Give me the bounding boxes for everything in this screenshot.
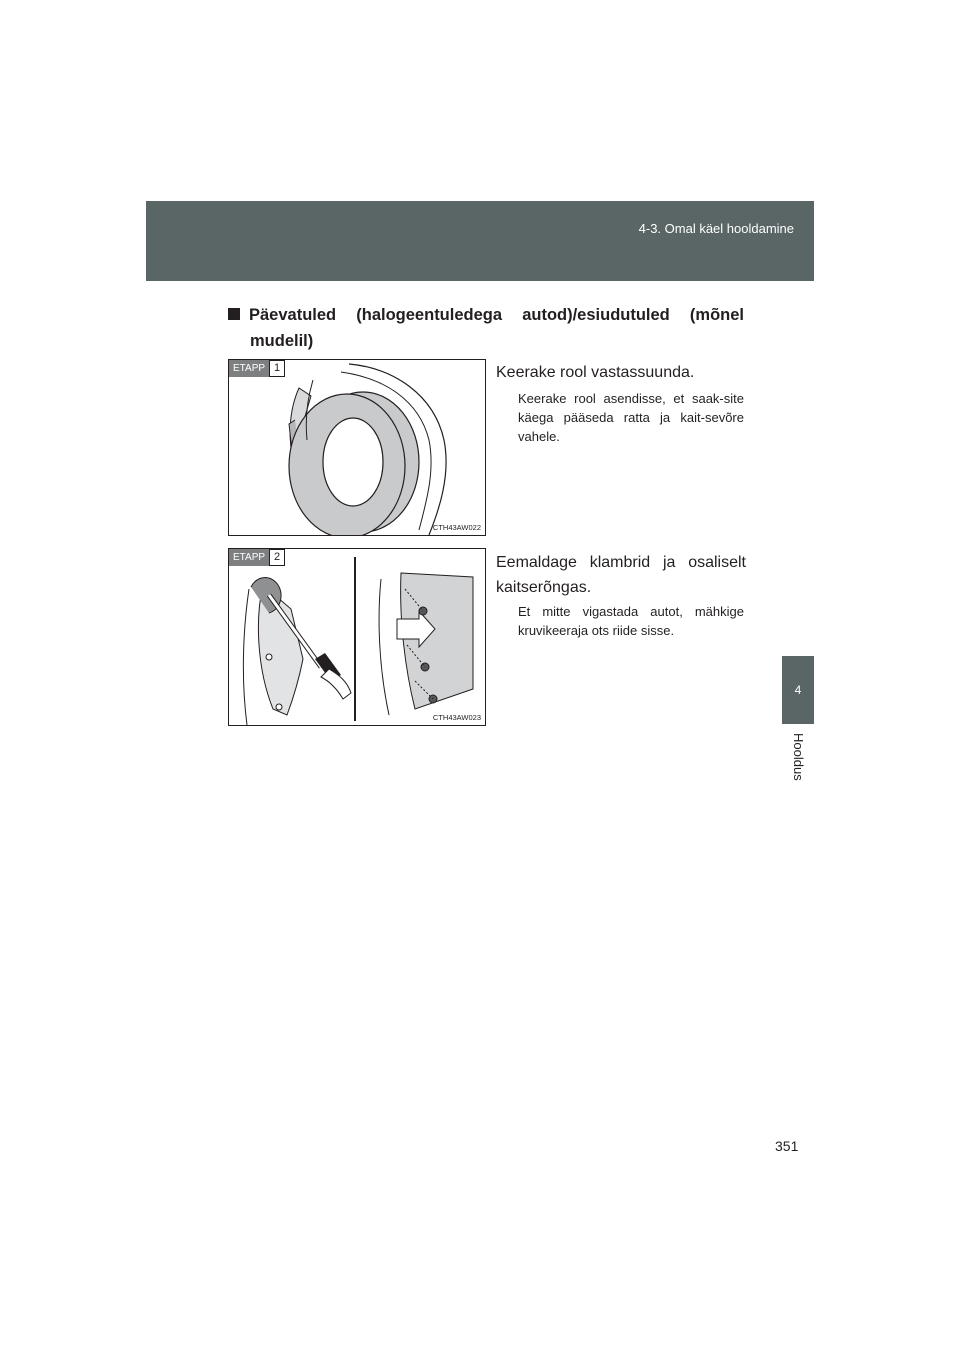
- figure-code: CTH43AW023: [432, 713, 481, 722]
- step-badge-label: ETAPP: [229, 549, 269, 566]
- section-title: 4-3. Omal käel hooldamine: [638, 221, 794, 236]
- chapter-label: Hooldus: [791, 733, 806, 781]
- step-badge-label: ETAPP: [229, 360, 269, 377]
- step-badge-number: 1: [269, 360, 285, 377]
- clip-removal-illustration: [229, 549, 485, 725]
- chapter-number: 4: [794, 683, 802, 697]
- step-badge-number: 2: [269, 549, 285, 566]
- step-2-title: Eemaldage klambrid ja osaliselt kaitserõngas.: [496, 554, 746, 596]
- heading-word: (halogeentuledega: [356, 306, 503, 324]
- heading-word: (mõnel: [689, 306, 744, 324]
- section-heading: [228, 302, 744, 354]
- step-1-figure: [228, 359, 486, 536]
- step-2-badge: [229, 549, 285, 566]
- tire-turned-illustration: [229, 360, 485, 535]
- page-number: 351: [775, 1138, 799, 1154]
- step-1-badge: [229, 360, 285, 377]
- chapter-tab: [782, 656, 814, 724]
- page-header: [146, 201, 814, 281]
- step-2-description: Et mitte vigastada autot, mähkige kruvikeeraja ots riide sisse.: [518, 604, 744, 638]
- heading-line-2: mudelil): [250, 332, 314, 350]
- square-bullet-icon: [228, 308, 240, 320]
- heading-word: Päevatuled: [228, 302, 336, 328]
- step-1-title: Keerake rool vastassuunda.: [496, 364, 695, 381]
- step-2-figure: [228, 548, 486, 726]
- figure-code: CTH43AW022: [432, 523, 481, 532]
- heading-word: autod)/esiudutuled: [522, 306, 670, 324]
- step-1-description: Keerake rool asendisse, et saak-site käega pääseda ratta ja kait-sevõre vahele.: [518, 391, 744, 444]
